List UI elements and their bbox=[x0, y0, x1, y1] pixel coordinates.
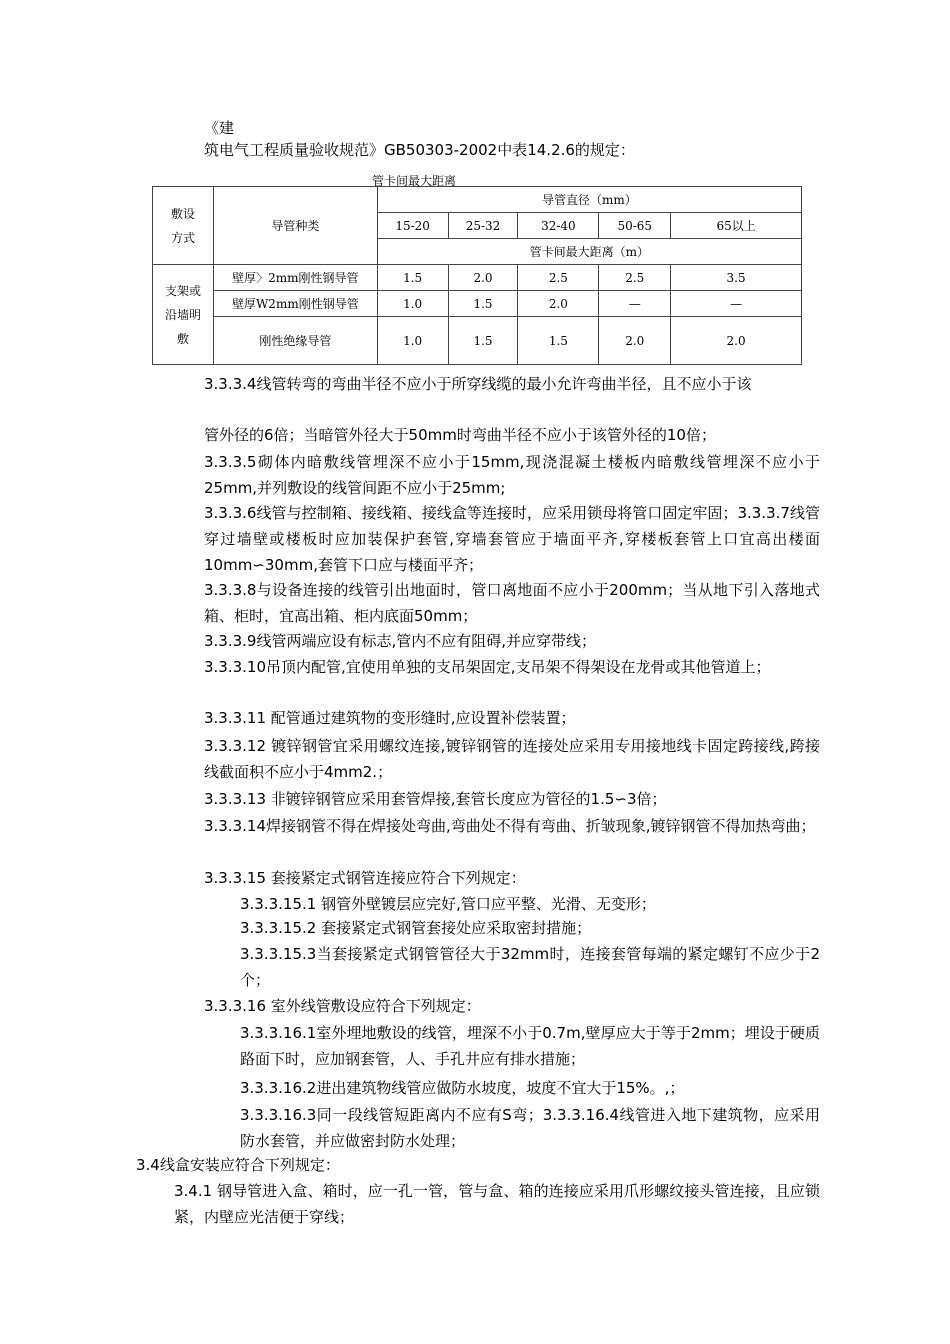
clause-3-3-3-6: 3.3.3.6线管与控制箱、接线箱、接线盒等连接时，应采用锁母将管口固定牢固；3.3.3.7线管穿过墙壁或楼板时应加装保护套管,穿墙套管应于墙面平齐,穿楼板套管上口宜高出楼面10mm∽30mm,套管下口应与楼面平齐； bbox=[204, 504, 820, 574]
value-cell: 1.5 bbox=[518, 317, 599, 365]
clause-3-3-3-5: 3.3.3.5砌体内暗敷线管埋深不应小于15mm,现浇混凝土楼板内暗敷线管埋深不应小于25mm,并列敷设的线管间距不应小于25mm; bbox=[204, 453, 820, 497]
reference-line-1: 《建 bbox=[204, 119, 235, 137]
clause-3-3-3-15-1: 3.3.3.15.1 钢管外壁镀层应完好,管口应平整、光滑、无变形； bbox=[240, 895, 656, 913]
clause-3-3-3-10: 3.3.3.10吊顶内配管,宜使用单独的支吊架固定,支吊架不得架设在龙骨或其他管道上； bbox=[204, 658, 771, 676]
clause-3-3-3-15-2: 3.3.3.15.2 套接紧定式钢管套接处应采取密封措施； bbox=[240, 919, 592, 937]
value-cell: — bbox=[599, 291, 671, 317]
reference-line-2: 筑电气工程质量验收规范》GB50303-2002中表14.2.6的规定： bbox=[204, 141, 635, 159]
clamp-distance-table bbox=[152, 186, 802, 365]
conduit-type-cell: 壁厚〉2mm刚性钢导管 bbox=[213, 265, 377, 291]
clause-3-3-3-14: 3.3.3.14焊接钢管不得在焊接处弯曲,弯曲处不得有弯曲、折皱现象,镀锌钢管不得加热弯曲； bbox=[204, 817, 816, 835]
value-cell: 2.5 bbox=[518, 265, 599, 291]
conduit-type-cell: 壁厚W2mm刚性钢导管 bbox=[213, 291, 377, 317]
value-cell: 2.0 bbox=[671, 317, 802, 365]
clause-3-3-3-15-3: 3.3.3.15.3当套接紧定式钢管管径大于32mm时，连接套管每端的紧定螺钉不应少于2个； bbox=[240, 945, 820, 989]
value-cell: 3.5 bbox=[671, 265, 802, 291]
value-cell: 2.0 bbox=[448, 265, 518, 291]
diameter-col: 50-65 bbox=[599, 213, 671, 239]
diameter-col: 15-20 bbox=[377, 213, 448, 239]
clause-3-3-3-4: 3.3.3.4线管转弯的弯曲半径不应小于所穿线缆的最小允许弯曲半径，且不应小于该 bbox=[204, 375, 752, 393]
value-cell: 1.0 bbox=[377, 291, 448, 317]
table-row bbox=[153, 291, 802, 317]
section-3-4: 3.4线盒安装应符合下列规定： bbox=[136, 1156, 340, 1174]
value-cell: 1.5 bbox=[448, 317, 518, 365]
value-cell: 1.5 bbox=[448, 291, 518, 317]
clause-3-3-3-8: 3.3.3.8与设备连接的线管引出地面时，管口离地面不应小于200mm；当从地下引入落地式箱、柜时，宜高出箱、柜内底面50mm； bbox=[204, 581, 820, 625]
header-diameter: 导管直径（mm） bbox=[377, 187, 801, 213]
laying-method-cell: 支架或沿墙明敷 bbox=[153, 265, 214, 365]
diameter-col: 65以上 bbox=[671, 213, 802, 239]
clause-3-3-3-9: 3.3.3.9线管两端应设有标志,管内不应有阻碍,并应穿带线； bbox=[204, 632, 597, 650]
header-conduit-type: 导管种类 bbox=[213, 187, 377, 265]
value-cell: — bbox=[671, 291, 802, 317]
value-cell: 1.0 bbox=[377, 317, 448, 365]
clause-3-3-3-13: 3.3.3.13 非镀锌钢管应采用套管焊接,套管长度应为管径的1.5∽3倍； bbox=[204, 790, 667, 808]
table-caption: 管卡间最大距离 bbox=[372, 174, 457, 188]
header-laying-method: 敷设方式 bbox=[153, 187, 214, 265]
clause-3-3-3-16-1: 3.3.3.16.1室外埋地敷设的线管，埋深不小于0.7m,壁厚应大于等于2mm；埋设于硬质路面下时，应加钢套管，人、手孔井应有排水措施； bbox=[240, 1024, 820, 1068]
clause-3-4-1: 3.4.1 钢导管进入盒、箱时，应一孔一管，管与盒、箱的连接应采用爪形螺纹接头管连接，且应锁紧，内壁应光洁便于穿线； bbox=[174, 1182, 820, 1226]
diameter-col: 25-32 bbox=[448, 213, 518, 239]
clause-3-3-3-15: 3.3.3.15 套接紧定式钢管连接应符合下列规定： bbox=[204, 869, 526, 887]
table-row bbox=[153, 265, 802, 291]
clause-3-3-3-4-cont: 管外径的6倍；当暗管外径大于50mm时弯曲半径不应小于该管外径的10倍； bbox=[204, 426, 716, 444]
value-cell: 2.5 bbox=[599, 265, 671, 291]
header-distance: 管卡间最大距离（m） bbox=[377, 239, 801, 265]
clause-3-3-3-16-3: 3.3.3.16.3同一段线管短距离内不应有S弯；3.3.3.16.4线管进入地下建筑物，应采用防水套管，并应做密封防水处理； bbox=[240, 1106, 820, 1150]
clause-3-3-3-11: 3.3.3.11 配管通过建筑物的变形缝时,应设置补偿装置； bbox=[204, 709, 576, 727]
value-cell: 1.5 bbox=[377, 265, 448, 291]
value-cell: 2.0 bbox=[599, 317, 671, 365]
value-cell: 2.0 bbox=[518, 291, 599, 317]
clause-3-3-3-16: 3.3.3.16 室外线管敷设应符合下列规定： bbox=[204, 997, 481, 1015]
conduit-type-cell: 刚性绝缘导管 bbox=[213, 317, 377, 365]
clause-3-3-3-12: 3.3.3.12 镀锌钢管宜采用螺纹连接,镀锌钢管的连接处应采用专用接地线卡固定跨接线,跨接线截面积不应小于4mm2.； bbox=[204, 737, 820, 781]
diameter-col: 32-40 bbox=[518, 213, 599, 239]
clause-3-3-3-16-2: 3.3.3.16.2进出建筑物线管应做防水坡度，坡度不宜大于15%。,； bbox=[240, 1079, 685, 1097]
table-row bbox=[153, 317, 802, 365]
